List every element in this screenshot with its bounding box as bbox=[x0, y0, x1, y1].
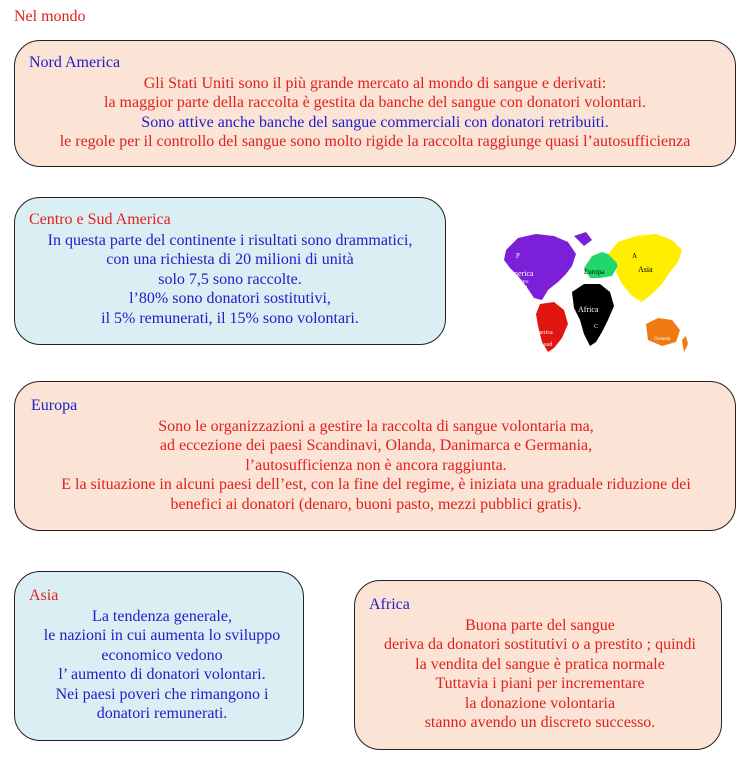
africa-line-4: Tuttavia i piani per incrementare bbox=[435, 675, 645, 692]
map-label-america-nord-sub2: nord bbox=[518, 286, 528, 291]
asia-line-5: Nei paesi poveri che rimangono i bbox=[55, 685, 269, 703]
centro-sud-america-line-1: In questa parte del continente i risultati sono drammatici, bbox=[47, 231, 413, 249]
europa-line-3: l’autosufficienza non è ancora raggiunta. bbox=[245, 456, 507, 474]
centro-sud-america-line-4: l’80% sono donatori sostitutivi, bbox=[129, 290, 331, 307]
new-zealand-shape bbox=[682, 336, 688, 352]
asia-line-4: l’ aumento di donatori volontari. bbox=[58, 666, 266, 683]
nord-america-box bbox=[14, 40, 736, 167]
nord-america-line-2: la maggior parte della raccolta è gestita da banche del sangue con donatori volontari. bbox=[104, 94, 646, 111]
asia-line-1: La tendenza generale, bbox=[92, 607, 232, 625]
europa-line-4: E la situazione in alcuni paesi dell’est, con la fine del regime, è iniziata una graduale riduzione dei bbox=[61, 476, 691, 493]
map-label-letter-c: C bbox=[594, 324, 599, 330]
africa-line-6: stanno avendo un discreto successo. bbox=[424, 714, 656, 731]
map-label-oceania: Oceania bbox=[654, 337, 671, 342]
world-map bbox=[496, 228, 692, 354]
europa-line-2: ad eccezione dei paesi Scandinavi, Olanda, Danimarca e Germania, bbox=[159, 437, 593, 454]
asia-line-6: donatori remunerati. bbox=[96, 705, 228, 722]
map-label-letter-p: P bbox=[516, 252, 520, 260]
africa-line-2: deriva da donatori sostitutivi o a prestito ; quindi bbox=[384, 636, 696, 653]
europa-box bbox=[14, 381, 736, 531]
map-label-letter-a: A bbox=[632, 252, 638, 260]
africa-line-3: la vendita del sangue è pratica normale bbox=[415, 655, 665, 673]
centro-sud-america-heading: Centro e Sud America bbox=[29, 211, 171, 228]
world-map-svg bbox=[496, 228, 692, 354]
nord-america-heading: Nord America bbox=[29, 54, 121, 71]
centro-sud-america-box bbox=[14, 197, 446, 345]
map-label-america-sud: America bbox=[532, 330, 553, 336]
page-title: Nel mondo bbox=[14, 8, 86, 25]
map-label-america-nord-sub1: centro bbox=[516, 280, 529, 285]
map-label-asia: Asia bbox=[638, 265, 653, 274]
nord-america-line-1: Gli Stati Uniti sono il più grande mercato al mondo di sangue e derivati: bbox=[143, 74, 607, 92]
africa-box bbox=[354, 580, 722, 750]
africa-line-5: la donazione volontaria bbox=[464, 694, 616, 712]
centro-sud-america-line-3: solo 7,5 sono raccolte. bbox=[158, 270, 302, 288]
map-label-america-nord: America bbox=[506, 269, 534, 278]
map-label-america-sud-sub: sud bbox=[544, 342, 553, 348]
map-label-europa: Europa bbox=[584, 268, 605, 276]
asia-line-3: economico vedono bbox=[101, 646, 223, 664]
centro-sud-america-line-2: con una richiesta di 20 milioni di unità bbox=[106, 251, 354, 268]
africa-line-1: Buona parte del sangue bbox=[465, 616, 615, 634]
europa-heading: Europa bbox=[31, 397, 78, 414]
africa-shape bbox=[572, 284, 614, 346]
asia-box bbox=[14, 571, 304, 741]
asia-line-2: le nazioni in cui aumenta lo sviluppo bbox=[43, 627, 281, 644]
europa-line-5: benefici ai donatori (denaro, buoni pasto, mezzi pubblici gratis). bbox=[170, 495, 582, 513]
africa-heading: Africa bbox=[369, 596, 410, 613]
centro-sud-america-line-5: il 5% remunerati, il 15% sono volontari. bbox=[101, 309, 359, 327]
nord-america-line-4: le regole per il controllo del sangue sono molto rigide la raccolta raggiunge quasi l’autosufficienza bbox=[59, 133, 691, 150]
nord-america-line-3: Sono attive anche banche del sangue commerciali con donatori retribuiti. bbox=[141, 113, 609, 131]
europa-line-1: Sono le organizzazioni a gestire la raccolta di sangue volontaria ma, bbox=[158, 417, 594, 435]
asia-heading: Asia bbox=[29, 587, 59, 604]
map-label-africa: Africa bbox=[578, 305, 599, 314]
